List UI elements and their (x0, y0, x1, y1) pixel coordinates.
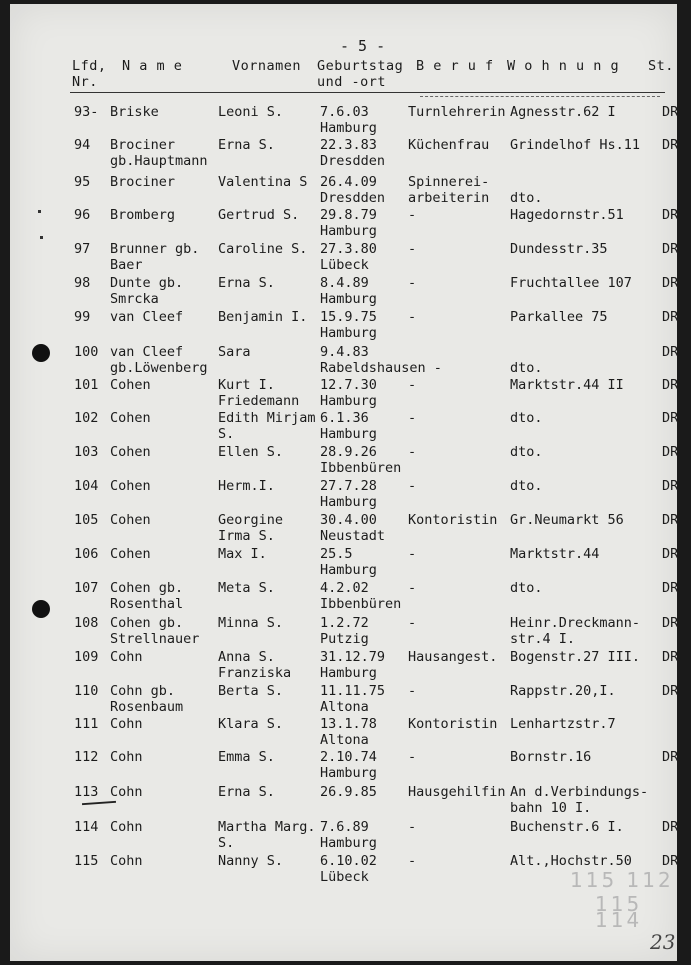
record-beruf: - (408, 615, 417, 631)
record-st: DR (662, 819, 679, 835)
record-wohnung: An d.Verbindungs- (510, 784, 649, 800)
record-wohnung: Gr.Neumarkt 56 (510, 512, 624, 528)
header-beruf: B e r u f (416, 58, 494, 74)
header-geburtstag: Geburtstag (317, 58, 404, 74)
record-row (10, 275, 677, 309)
record-geburt: 7.6.03 (320, 104, 369, 120)
record-vornamen: Emma S. (218, 749, 275, 765)
record-wohnung: Bornstr.16 (510, 749, 592, 765)
record-wohnung: dto. (510, 444, 543, 460)
record-name: Cohn (110, 784, 143, 800)
record-name: Cohen (110, 444, 151, 460)
margin-mark (40, 236, 43, 239)
record-wohnung: Rappstr.20,I. (510, 683, 616, 699)
record-number: 108 (74, 615, 99, 631)
record-name-line2: Rosenthal (110, 596, 184, 612)
record-st: DR (662, 377, 679, 393)
margin-mark (38, 210, 41, 213)
record-geburt: 22.3.83 (320, 137, 377, 153)
record-vornamen: Minna S. (218, 615, 284, 631)
record-vornamen: Herm.I. (218, 478, 275, 494)
record-vornamen: Edith Mirjam (218, 410, 316, 426)
record-geburt: 28.9.26 (320, 444, 377, 460)
record-geburt: 4.2.02 (320, 580, 369, 596)
record-number: 94 (74, 137, 91, 153)
record-name: Cohn gb. (110, 683, 176, 699)
record-wohnung-line2: bahn 10 I. (510, 800, 592, 816)
record-beruf: - (408, 580, 417, 596)
record-name-line2: Smrcka (110, 291, 159, 307)
record-row (10, 344, 677, 378)
record-geburt-line2: Hamburg (320, 223, 377, 239)
record-vornamen: Leoni S. (218, 104, 284, 120)
faded-stamp: 115 114 (595, 892, 643, 932)
record-vornamen: Erna S. (218, 784, 275, 800)
record-geburt-line2: Hamburg (320, 291, 377, 307)
record-name: Cohn (110, 853, 143, 869)
record-row (10, 546, 677, 580)
record-beruf-line2: arbeiterin (408, 190, 490, 206)
record-name: Bromberg (110, 207, 176, 223)
record-number: 110 (74, 683, 99, 699)
record-st: DR (662, 241, 679, 257)
record-number: 95 (74, 174, 91, 190)
record-geburt: 2.10.74 (320, 749, 377, 765)
record-number: 100 (74, 344, 99, 360)
record-wohnung-line2: dto. (510, 360, 543, 376)
record-name: van Cleef (110, 344, 184, 360)
record-beruf: - (408, 819, 417, 835)
header-lfd: Lfd, (72, 58, 107, 74)
record-beruf: Hausangest. (408, 649, 498, 665)
record-beruf: - (408, 275, 417, 291)
record-geburt: 29.8.79 (320, 207, 377, 223)
record-name-line2: Rosenbaum (110, 699, 184, 715)
record-geburt: 11.11.75 (320, 683, 386, 699)
record-name: Cohn (110, 716, 143, 732)
record-row (10, 207, 677, 241)
header-divider (70, 92, 665, 93)
record-vornamen: Meta S. (218, 580, 275, 596)
record-row (10, 649, 677, 683)
record-name: Briske (110, 104, 159, 120)
record-st: DR (662, 683, 679, 699)
record-number: 111 (74, 716, 99, 732)
record-geburt: 15.9.75 (320, 309, 377, 325)
record-row (10, 478, 677, 512)
record-name: Cohen (110, 546, 151, 562)
record-beruf: Spinnerei- (408, 174, 490, 190)
record-name: Cohen (110, 478, 151, 494)
record-geburt-line2: Hamburg (320, 562, 377, 578)
record-st: DR (662, 104, 679, 120)
record-beruf: - (408, 749, 417, 765)
record-vornamen-line2: S. (218, 835, 235, 851)
record-beruf: Turnlehrerin (408, 104, 506, 120)
record-wohnung: Alt.,Hochstr.50 (510, 853, 632, 869)
record-row (10, 615, 677, 649)
record-name: Brociner (110, 174, 176, 190)
record-st: DR (662, 444, 679, 460)
record-name: Cohen (110, 512, 151, 528)
record-geburt: 27.7.28 (320, 478, 377, 494)
header-vornamen: Vornamen (232, 58, 302, 74)
record-st: DR (662, 344, 679, 360)
record-st: DR (662, 749, 679, 765)
record-number: 101 (74, 377, 99, 393)
record-geburt-line2: Altona (320, 699, 369, 715)
record-number: 102 (74, 410, 99, 426)
record-vornamen-line2: S. (218, 426, 235, 442)
record-beruf: Hausgehilfin (408, 784, 506, 800)
record-row (10, 104, 677, 138)
record-geburt-line2: Lübeck (320, 869, 369, 885)
record-row (10, 241, 677, 275)
record-st: DR (662, 410, 679, 426)
record-wohnung: Hagedornstr.51 (510, 207, 624, 223)
record-wohnung: Grindelhof Hs.11 (510, 137, 641, 153)
record-geburt-line2: Hamburg (320, 494, 377, 510)
record-wohnung: Heinr.Dreckmann- (510, 615, 641, 631)
record-st: DR (662, 207, 679, 223)
record-name-line2: Strellnauer (110, 631, 200, 647)
record-geburt: 6.1.36 (320, 410, 369, 426)
faded-stamp: 115 112 (570, 868, 674, 892)
record-row (10, 683, 677, 717)
record-row (10, 749, 677, 783)
record-st: DR (662, 137, 679, 153)
record-vornamen: Caroline S. (218, 241, 308, 257)
record-st: DR (662, 853, 679, 869)
header-name: N a m e (122, 58, 183, 74)
record-geburt-line2: Hamburg (320, 426, 377, 442)
record-number: 113 (74, 784, 99, 800)
record-row (10, 137, 677, 171)
record-st: DR (662, 546, 679, 562)
record-row (10, 444, 677, 478)
record-number: 97 (74, 241, 91, 257)
record-geburt-line2: Hamburg (320, 120, 377, 136)
record-geburt: 26.4.09 (320, 174, 377, 190)
record-st: DR (662, 275, 679, 291)
header-wohnung: W o h n u n g (507, 58, 620, 74)
record-geburt-line2: Ibbenbüren (320, 596, 402, 612)
record-number: 115 (74, 853, 99, 869)
record-name: Cohen gb. (110, 615, 184, 631)
record-beruf: - (408, 683, 417, 699)
record-name: Cohn (110, 749, 143, 765)
record-geburt-line2: Altona (320, 732, 369, 748)
record-name: Cohn (110, 819, 143, 835)
header-geburtsort: und -ort (317, 74, 387, 90)
record-wohnung: Bogenstr.27 III. (510, 649, 641, 665)
record-geburt-line2: Rabeldshausen - (320, 360, 442, 376)
record-geburt-line2: Hamburg (320, 393, 377, 409)
record-st: DR (662, 615, 679, 631)
record-vornamen: Anna S. (218, 649, 275, 665)
record-number: 109 (74, 649, 99, 665)
record-geburt: 25.5 (320, 546, 353, 562)
record-st: DR (662, 580, 679, 596)
record-beruf: Kontoristin (408, 512, 498, 528)
record-vornamen: Ellen S. (218, 444, 284, 460)
record-name: Brociner (110, 137, 176, 153)
record-row (10, 512, 677, 546)
record-geburt: 12.7.30 (320, 377, 377, 393)
record-number: 114 (74, 819, 99, 835)
record-vornamen: Erna S. (218, 275, 275, 291)
record-wohnung: Lenhartzstr.7 (510, 716, 616, 732)
record-geburt: 30.4.00 (320, 512, 377, 528)
record-name-line2: Baer (110, 257, 143, 273)
record-geburt: 13.1.78 (320, 716, 377, 732)
record-beruf: - (408, 444, 417, 460)
record-vornamen: Gertrud S. (218, 207, 300, 223)
record-number: 93- (74, 104, 99, 120)
record-vornamen-line2: Franziska (218, 665, 292, 681)
record-vornamen: Erna S. (218, 137, 275, 153)
record-st: DR (662, 478, 679, 494)
record-beruf: - (408, 410, 417, 426)
record-wohnung: Marktstr.44 II (510, 377, 624, 393)
record-row (10, 580, 677, 614)
record-name: Cohen (110, 410, 151, 426)
record-vornamen: Georgine (218, 512, 284, 528)
record-vornamen: Valentina S (218, 174, 308, 190)
header-divider-dashed (420, 96, 660, 97)
record-geburt: 26.9.85 (320, 784, 377, 800)
record-vornamen: Kurt I. (218, 377, 275, 393)
record-beruf: - (408, 207, 417, 223)
record-row (10, 309, 677, 343)
record-geburt: 9.4.83 (320, 344, 369, 360)
record-beruf: Kontoristin (408, 716, 498, 732)
record-number: 112 (74, 749, 99, 765)
record-row (10, 716, 677, 750)
record-wohnung: Parkallee 75 (510, 309, 608, 325)
page-number: - 5 - (340, 37, 386, 55)
record-vornamen: Nanny S. (218, 853, 284, 869)
record-name-line2: gb.Löwenberg (110, 360, 208, 376)
document-page (10, 4, 677, 961)
record-geburt-line2: Lübeck (320, 257, 369, 273)
record-row (10, 410, 677, 444)
record-row (10, 819, 677, 853)
record-vornamen: Benjamin I. (218, 309, 308, 325)
record-wohnung: Buchenstr.6 I. (510, 819, 624, 835)
record-vornamen: Berta S. (218, 683, 284, 699)
header-st: St. (648, 58, 674, 74)
record-beruf: Küchenfrau (408, 137, 490, 153)
record-row (10, 174, 677, 208)
record-name: Cohn (110, 649, 143, 665)
record-number: 96 (74, 207, 91, 223)
record-wohnung-line2: dto. (510, 190, 543, 206)
record-wohnung: Fruchtallee 107 (510, 275, 632, 291)
record-geburt-line2: Hamburg (320, 765, 377, 781)
record-wohnung: dto. (510, 478, 543, 494)
record-geburt-line2: Dresdden (320, 153, 386, 169)
record-geburt: 31.12.79 (320, 649, 386, 665)
record-number: 98 (74, 275, 91, 291)
record-geburt-line2: Ibbenbüren (320, 460, 402, 476)
record-beruf: - (408, 377, 417, 393)
record-geburt-line2: Neustadt (320, 528, 386, 544)
record-beruf: - (408, 853, 417, 869)
record-wohnung: Marktstr.44 (510, 546, 600, 562)
record-name: Brunner gb. (110, 241, 200, 257)
punch-hole-bottom (32, 600, 50, 618)
record-wohnung-line2: str.4 I. (510, 631, 576, 647)
record-geburt: 1.2.72 (320, 615, 369, 631)
record-vornamen-line2: Friedemann (218, 393, 300, 409)
record-number: 107 (74, 580, 99, 596)
record-geburt: 6.10.02 (320, 853, 377, 869)
record-beruf: - (408, 478, 417, 494)
record-geburt: 27.3.80 (320, 241, 377, 257)
punch-hole-top (32, 344, 50, 362)
record-beruf: - (408, 546, 417, 562)
record-geburt: 8.4.89 (320, 275, 369, 291)
record-vornamen: Sara (218, 344, 251, 360)
record-wohnung: dto. (510, 580, 543, 596)
record-st: DR (662, 309, 679, 325)
record-geburt-line2: Hamburg (320, 325, 377, 341)
record-geburt: 7.6.89 (320, 819, 369, 835)
record-wohnung: Agnesstr.62 I (510, 104, 616, 120)
record-number: 105 (74, 512, 99, 528)
record-geburt-line2: Hamburg (320, 665, 377, 681)
record-geburt-line2: Hamburg (320, 835, 377, 851)
record-row (10, 377, 677, 411)
header-nr: Nr. (72, 74, 98, 90)
record-vornamen: Klara S. (218, 716, 284, 732)
record-beruf: - (408, 309, 417, 325)
record-vornamen: Max I. (218, 546, 267, 562)
record-vornamen: Martha Marg. (218, 819, 316, 835)
record-wohnung: Dundesstr.35 (510, 241, 608, 257)
record-name: Dunte gb. (110, 275, 184, 291)
record-name: Cohen gb. (110, 580, 184, 596)
record-beruf: - (408, 241, 417, 257)
record-name-line2: gb.Hauptmann (110, 153, 208, 169)
record-name: Cohen (110, 377, 151, 393)
record-st: DR (662, 649, 679, 665)
record-geburt-line2: Dresdden (320, 190, 386, 206)
record-number: 99 (74, 309, 91, 325)
record-number: 106 (74, 546, 99, 562)
record-number: 103 (74, 444, 99, 460)
record-geburt-line2: Putzig (320, 631, 369, 647)
record-name: van Cleef (110, 309, 184, 325)
handwritten-page-mark: 23 (650, 930, 676, 954)
record-st: DR (662, 512, 679, 528)
record-number: 104 (74, 478, 99, 494)
record-wohnung: dto. (510, 410, 543, 426)
record-vornamen-line2: Irma S. (218, 528, 275, 544)
